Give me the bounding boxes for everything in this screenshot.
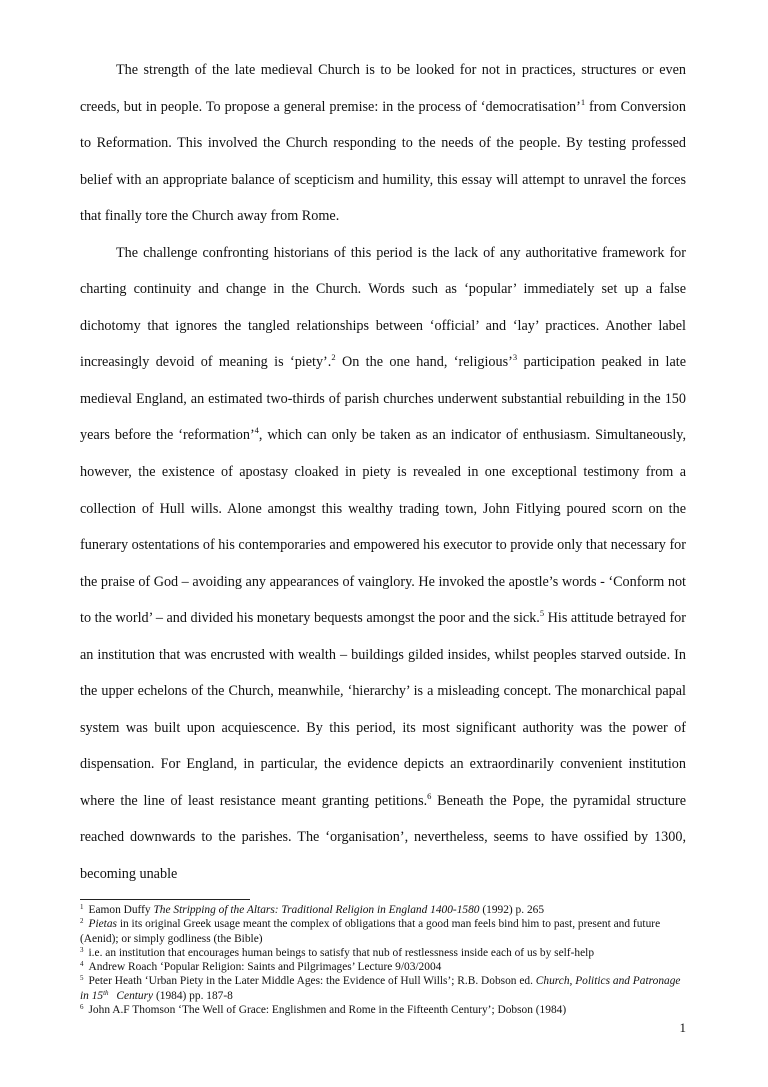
footnote-ref: 5 [539, 608, 545, 619]
text-run: Eamon Duffy [88, 904, 154, 916]
text-run: i.e. an institution that encourages human beings to satisfy that nub of restlessness inside each of us by self-help [88, 946, 595, 959]
text-run: The strength of the late medieval Church is to be looked for not in practices, structures or even creeds, but in people. To propose a general premise: in the process of ‘democratisation’ [80, 62, 686, 115]
essay-body [80, 52, 686, 893]
text-run: (1992) p. 265 [479, 904, 545, 916]
text-run: Peter Heath ‘Urban Piety in the Later Middle Ages: the Evidence of Hull Wills’; R.B. Dobson ed. [88, 975, 536, 988]
footnote [80, 974, 686, 1003]
footnote-separator [80, 899, 250, 900]
text-run: participation peaked in late medieval England, an estimated two-thirds of parish churches underwent substantial rebuilding in the 150 years before the ‘reformation’ [80, 354, 686, 444]
footnote [80, 903, 686, 917]
ordinal-suffix: th [103, 988, 109, 997]
footnote-ref: 4 [80, 960, 84, 969]
text-run: His attitude betrayed for an institution that was encrusted with wealth – buildings gilded insides, whilst peoples starved outside. In the upper echelons of the Church, meanwhile, ‘hierarchy’ is a misleading concept. The monarchical papal system was built upon acquiescence. By this period, its most significant authority was the power of dispensation. For England, in particular, the evidence depicts an extraordinarily convenient institution where the line of least resistance meant granting petitions. [80, 610, 687, 809]
italic-title: Pietas [88, 918, 117, 931]
footnote-ref: 1 [580, 96, 586, 107]
footnote-ref: 5 [80, 974, 84, 983]
footnote [80, 1003, 686, 1017]
text-run: Beneath the Pope, the pyramidal structure reached downwards to the parishes. The ‘organisation’, nevertheless, seems to have ossified by 1300, becoming unable [80, 792, 686, 883]
footnote-ref: 4 [254, 425, 259, 436]
footnote [80, 917, 686, 946]
text-run: Andrew Roach ‘Popular Religion: Saints and Pilgrimages’ Lecture 9/03/2004 [88, 961, 442, 974]
text-run: in its original Greek usage meant the complex of obligations that a good man feels bind him to past, present and future (Aenid); or simply godliness (the Bible) [80, 918, 661, 945]
text-run: (1984) pp. 187-8 [153, 989, 233, 1002]
footnote-ref: 1 [80, 903, 84, 911]
footnotes [80, 903, 686, 1017]
body-paragraph [80, 52, 686, 235]
text-run: On the one hand, ‘religious’ [335, 354, 513, 371]
footnote [80, 960, 686, 974]
body-paragraph [80, 235, 686, 893]
footnote-ref: 3 [80, 945, 84, 954]
footnote-ref: 6 [80, 1003, 84, 1012]
footnote-ref: 2 [80, 917, 84, 926]
text-run: , which can only be taken as an indicator of enthusiasm. Simultaneously, however, the existence of apostasy cloaked in piety is revealed in one exceptional testimony from a collection of Hull wills. Alone amongst this wealthy trading town, John Fitlying poured scorn on the funerary ostentations of his contemporaries and empowered his executor to provide only that necessary for the praise of God – avoiding any appearances of vainglory. He invoked the apostle’s words - ‘Conform not to the world’ – and divided his monetary bequests amongst the poor and the sick. [80, 427, 686, 627]
text-run: from Conversion to Reformation. This involved the Church responding to the needs of the people. By testing professed belief with an appropriate balance of scepticism and humility, this essay will attempt to unravel the forces that finally tore the Church away from Rome. [80, 98, 686, 225]
footnote-ref: 2 [331, 352, 336, 363]
footnote-ref: 3 [512, 352, 518, 363]
italic-title: Century [113, 989, 154, 1002]
footnote-ref: 6 [427, 790, 432, 801]
page-number: 1 [679, 1020, 686, 1035]
italic-title: Church, Politics and Patronage in 15 [80, 975, 681, 1002]
footnote [80, 946, 686, 960]
text-run: The challenge confronting historians of this period is the lack of any authoritative framework for charting continuity and change in the Church. Words such as ‘popular’ immediately set up a false dichotomy that ignores the tangled relationships between ‘official’ and ‘lay’ practices. Another label increasingly devoid of meaning is ‘piety’. [80, 244, 686, 371]
text-run: John A.F Thomson ‘The Well of Grace: Englishmen and Rome in the Fifteenth Century’; Dobson (1984) [88, 1004, 567, 1017]
italic-title: The Stripping of the Altars: Traditional Religion in England 1400-1580 [153, 904, 480, 916]
